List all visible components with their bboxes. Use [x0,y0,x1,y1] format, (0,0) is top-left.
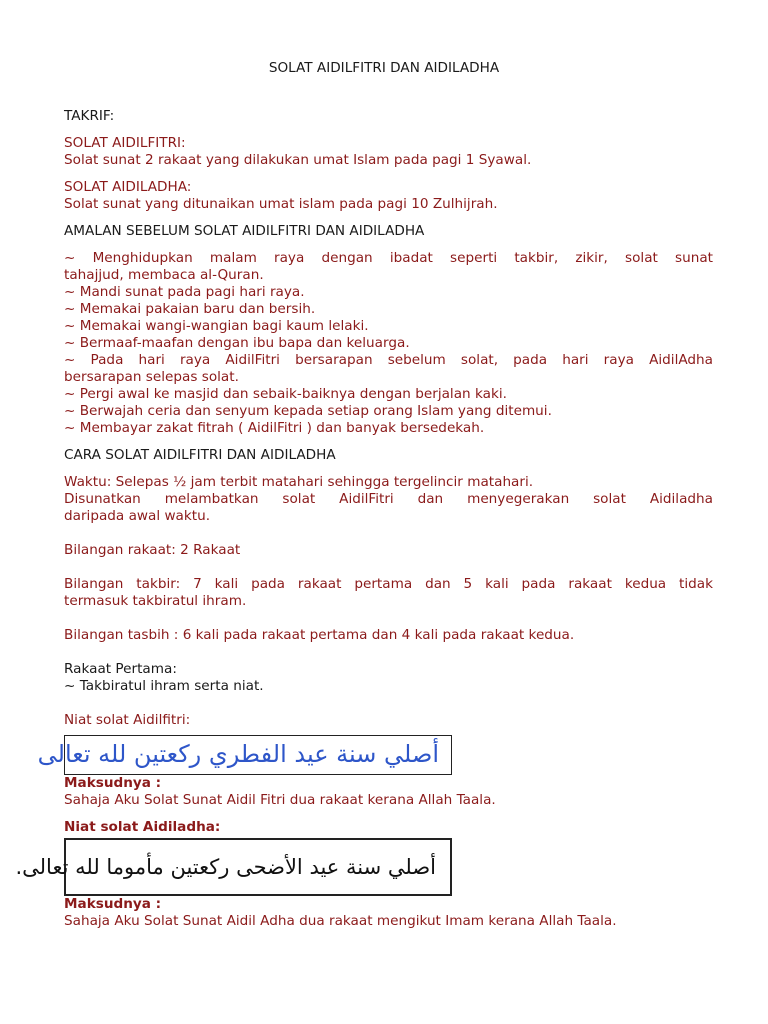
maksud-adha-text: Sahaja Aku Solat Sunat Aidil Adha dua rakaat mengikut Imam kerana Allah Taala. [64,913,617,929]
document-body [15,108,713,930]
waktu-line: Disunatkan melambatkan solat AidilFitri dan menyegerakan solat Aidiladha [64,491,713,507]
bilangan-takbir: Bilangan takbir: 7 kali pada rakaat pertama dan 5 kali pada rakaat kedua tidak [64,576,713,592]
amalan-item: ~ Pergi awal ke masjid dan sebaik-baiknya dengan berjalan kaki. [64,386,507,402]
maksud-fitri-label: Maksudnya : [64,775,162,791]
rakaat-pertama-heading: Rakaat Pertama: [64,661,177,677]
rakaat-pertama-line: ~ Takbiratul ihram serta niat. [64,678,264,694]
niat-fitri-arabic: أصلي سنة عيد الفطري ركعتين لله تعالى [64,735,452,775]
maksud-fitri-text: Sahaja Aku Solat Sunat Aidil Fitri dua rakaat kerana Allah Taala. [64,792,496,808]
niat-adha-label: Niat solat Aidiladha: [64,819,221,835]
bilangan-takbir: termasuk takbiratul ihram. [64,593,247,609]
maksud-adha-label: Maksudnya : [64,896,162,912]
amalan-heading: AMALAN SEBELUM SOLAT AIDILFITRI DAN AIDILADHA [64,223,425,239]
bilangan-rakaat: Bilangan rakaat: 2 Rakaat [64,542,241,558]
amalan-item: tahajjud, membaca al-Quran. [64,267,264,283]
amalan-item: ~ Mandi sunat pada pagi hari raya. [64,284,305,300]
fitri-definition: Solat sunat 2 rakaat yang dilakukan umat Islam pada pagi 1 Syawal. [64,152,532,168]
amalan-item: ~ Berwajah ceria dan senyum kepada setiap orang Islam yang ditemui. [64,403,552,419]
niat-fitri-label: Niat solat Aidilfitri: [64,712,191,728]
adha-heading: SOLAT AIDILADHA: [64,179,192,195]
waktu-line: daripada awal waktu. [64,508,211,524]
waktu-line: Waktu: Selepas ½ jam terbit matahari sehingga tergelincir matahari. [64,474,534,490]
niat-adha-arabic: أصلي سنة عيد الأضحى ركعتين مأموما لله تعالى. [64,838,452,896]
adha-definition: Solat sunat yang ditunaikan umat islam pada pagi 10 Zulhijrah. [64,196,498,212]
amalan-item: ~ Memakai wangi-wangian bagi kaum lelaki. [64,318,369,334]
amalan-item: ~ Pada hari raya AidilFitri bersarapan sebelum solat, pada hari raya AidilAdha [64,352,713,368]
document-title: SOLAT AIDILFITRI DAN AIDILADHA [268,60,500,76]
amalan-item: ~ Bermaaf-maafan dengan ibu bapa dan keluarga. [64,335,410,351]
amalan-item: ~ Memakai pakaian baru dan bersih. [64,301,316,317]
takrif-heading: TAKRIF: [64,108,115,124]
amalan-item: ~ Membayar zakat fitrah ( AidilFitri ) dan banyak bersedekah. [64,420,485,436]
cara-heading: CARA SOLAT AIDILFITRI DAN AIDILADHA [64,447,336,463]
fitri-heading: SOLAT AIDILFITRI: [64,135,186,151]
bilangan-tasbih: Bilangan tasbih : 6 kali pada rakaat pertama dan 4 kali pada rakaat kedua. [64,627,575,643]
amalan-item: ~ Menghidupkan malam raya dengan ibadat seperti takbir, zikir, solat sunat [64,250,713,266]
amalan-item: bersarapan selepas solat. [64,369,239,385]
